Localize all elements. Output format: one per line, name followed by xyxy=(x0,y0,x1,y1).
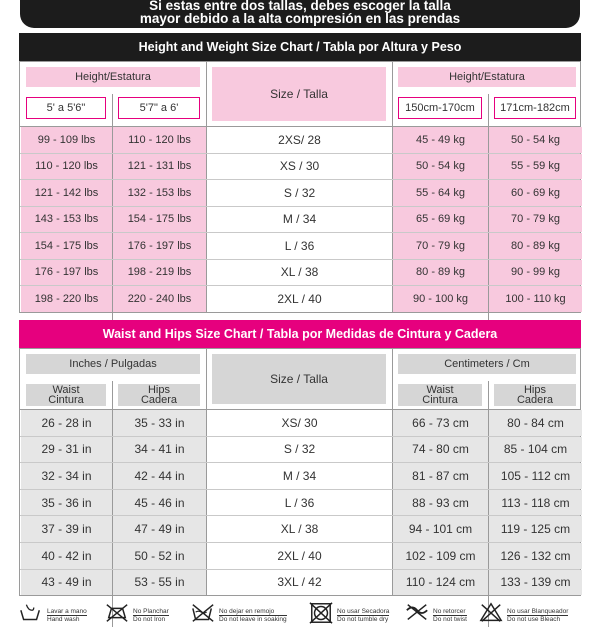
table-cell: 45 - 46 in xyxy=(113,490,206,516)
compression-notice-banner xyxy=(20,0,580,28)
table-cell: 110 - 120 lbs xyxy=(113,127,206,153)
notice-line-1: Si estas entre dos tallas, debes escoger la talla xyxy=(149,0,451,13)
care-label-es: No usar Secadora xyxy=(337,607,390,615)
table-cell: 126 - 132 cm xyxy=(489,543,582,569)
waist-hips-table xyxy=(19,348,581,596)
care-label-es: No Planchar xyxy=(133,607,169,615)
no-twist-icon xyxy=(404,601,430,630)
table-cell: 105 - 112 cm xyxy=(489,463,582,489)
table-cell: 70 - 79 kg xyxy=(393,233,488,259)
table-cell: 50 - 54 kg xyxy=(489,127,582,153)
size-cell: XS/ 30 xyxy=(207,410,392,436)
no-bleach-icon xyxy=(478,601,504,630)
table-cell: 121 - 142 lbs xyxy=(21,180,112,206)
care-label-en: Do not use Bleach xyxy=(507,615,568,623)
care-label xyxy=(219,608,287,623)
column-header-4: 171cm-182cm xyxy=(494,97,576,119)
table-cell: 47 - 49 in xyxy=(113,516,206,542)
care-item xyxy=(104,603,169,627)
column-header-en: Waist xyxy=(426,384,454,396)
table-cell: 35 - 36 in xyxy=(21,490,112,516)
column-header-3: 150cm-170cm xyxy=(398,97,482,119)
table-cell: 45 - 49 kg xyxy=(393,127,488,153)
size-cell: 2XL / 40 xyxy=(207,543,392,569)
table-cell: 42 - 44 in xyxy=(113,463,206,489)
size-cell: 2XL / 40 xyxy=(207,286,392,312)
notice-line-2: mayor debido a la alta compresión en las prendas xyxy=(139,11,461,26)
care-label-en: Do not twist xyxy=(433,615,467,623)
care-label-es: No dejar en remojo xyxy=(219,607,275,615)
table-cell: 50 - 54 kg xyxy=(393,154,488,180)
care-item xyxy=(18,603,87,627)
size-cell: 2XS/ 28 xyxy=(207,127,392,153)
no-soak-icon xyxy=(190,601,216,630)
size-cell: M / 34 xyxy=(207,463,392,489)
care-label-es: No retorcer xyxy=(433,607,466,615)
table-cell: 90 - 100 kg xyxy=(393,286,488,312)
column-header-2: 5'7" a 6' xyxy=(118,97,200,119)
table-cell: 35 - 33 in xyxy=(113,410,206,436)
size-cell: L / 36 xyxy=(207,490,392,516)
care-label-es: No usar Blanqueador xyxy=(507,607,569,615)
table-cell: 80 - 89 kg xyxy=(489,233,582,259)
column-header-es: Cintura xyxy=(422,394,458,406)
table-cell: 32 - 34 in xyxy=(21,463,112,489)
column-header-3 xyxy=(398,384,482,406)
size-cell: 3XL / 42 xyxy=(207,570,392,596)
column-header-en: Hips xyxy=(523,384,546,396)
table-cell: 154 - 175 lbs xyxy=(113,207,206,233)
column-header-en: Hips xyxy=(147,384,170,396)
table-cell: 110 - 120 lbs xyxy=(21,154,112,180)
right-group-header: Centimeters / Cm xyxy=(398,354,576,374)
table-cell: 121 - 131 lbs xyxy=(113,154,206,180)
waist-hips-title: Waist and Hips Size Chart / Tabla por Medidas de Cintura y Cadera xyxy=(19,320,581,348)
table-cell: 55 - 59 kg xyxy=(489,154,582,180)
table-cell: 37 - 39 in xyxy=(21,516,112,542)
care-item xyxy=(404,603,467,627)
no-tumble-dry-icon xyxy=(308,601,334,630)
table-cell: 198 - 220 lbs xyxy=(21,286,112,312)
care-item xyxy=(190,603,287,627)
size-header: Size / Talla xyxy=(212,354,386,404)
size-header: Size / Talla xyxy=(212,67,386,121)
table-cell: 80 - 84 cm xyxy=(489,410,582,436)
table-cell: 81 - 87 cm xyxy=(393,463,488,489)
table-cell: 90 - 99 kg xyxy=(489,260,582,286)
table-cell: 74 - 80 cm xyxy=(393,437,488,463)
table-cell: 99 - 109 lbs xyxy=(21,127,112,153)
table-cell: 176 - 197 lbs xyxy=(113,233,206,259)
table-cell: 53 - 55 in xyxy=(113,570,206,596)
column-header-es: Cadera xyxy=(516,394,554,406)
waist-hips-chart xyxy=(19,320,581,598)
height-weight-chart xyxy=(19,33,581,313)
care-label-en: Do not tumble dry xyxy=(337,615,389,623)
care-item xyxy=(478,603,568,627)
table-cell: 198 - 219 lbs xyxy=(113,260,206,286)
size-cell: S / 32 xyxy=(207,180,392,206)
column-header-es: Cintura xyxy=(48,394,84,406)
table-cell: 100 - 110 kg xyxy=(489,286,582,312)
no-iron-icon xyxy=(104,601,130,630)
table-cell: 94 - 101 cm xyxy=(393,516,488,542)
column-header-4 xyxy=(494,384,576,406)
care-label-en: Do not Iron xyxy=(133,615,169,623)
column-header-1: 5' a 5'6" xyxy=(26,97,106,119)
table-cell: 220 - 240 lbs xyxy=(113,286,206,312)
table-cell: 133 - 139 cm xyxy=(489,570,582,596)
table-cell: 85 - 104 cm xyxy=(489,437,582,463)
column-header-2 xyxy=(118,384,200,406)
care-label xyxy=(133,608,169,623)
table-cell: 34 - 41 in xyxy=(113,437,206,463)
table-cell: 50 - 52 in xyxy=(113,543,206,569)
table-cell: 88 - 93 cm xyxy=(393,490,488,516)
table-cell: 60 - 69 kg xyxy=(489,180,582,206)
right-group-header: Height/Estatura xyxy=(398,67,576,87)
column-header-en: Waist xyxy=(52,384,80,396)
column-header-1 xyxy=(26,384,106,406)
height-weight-table xyxy=(19,61,581,313)
size-cell: XS / 30 xyxy=(207,154,392,180)
table-cell: 43 - 49 in xyxy=(21,570,112,596)
table-cell: 65 - 69 kg xyxy=(393,207,488,233)
table-cell: 70 - 79 kg xyxy=(489,207,582,233)
height-weight-title: Height and Weight Size Chart / Tabla por Altura y Peso xyxy=(19,33,581,61)
size-cell: M / 34 xyxy=(207,207,392,233)
table-cell: 119 - 125 cm xyxy=(489,516,582,542)
care-label xyxy=(337,608,389,623)
table-cell: 113 - 118 cm xyxy=(489,490,582,516)
table-cell: 66 - 73 cm xyxy=(393,410,488,436)
table-cell: 110 - 124 cm xyxy=(393,570,488,596)
table-cell: 132 - 153 lbs xyxy=(113,180,206,206)
table-cell: 176 - 197 lbs xyxy=(21,260,112,286)
table-cell: 29 - 31 in xyxy=(21,437,112,463)
column-header-es: Cadera xyxy=(140,394,178,406)
care-item xyxy=(308,603,389,627)
table-cell: 102 - 109 cm xyxy=(393,543,488,569)
table-cell: 40 - 42 in xyxy=(21,543,112,569)
table-cell: 143 - 153 lbs xyxy=(21,207,112,233)
size-cell: XL / 38 xyxy=(207,516,392,542)
table-cell: 26 - 28 in xyxy=(21,410,112,436)
care-label-es: Lavar a mano xyxy=(47,607,87,615)
size-cell: L / 36 xyxy=(207,233,392,259)
table-cell: 80 - 89 kg xyxy=(393,260,488,286)
size-cell: XL / 38 xyxy=(207,260,392,286)
care-label xyxy=(433,608,467,623)
left-group-header: Height/Estatura xyxy=(26,67,200,87)
table-cell: 55 - 64 kg xyxy=(393,180,488,206)
size-cell: S / 32 xyxy=(207,437,392,463)
hand-wash-icon xyxy=(18,601,44,630)
care-label xyxy=(507,608,568,623)
left-group-header: Inches / Pulgadas xyxy=(26,354,200,374)
care-label xyxy=(47,608,87,623)
care-label-en: Do not leave in soaking xyxy=(219,615,287,623)
table-cell: 154 - 175 lbs xyxy=(21,233,112,259)
care-label-en: Hand wash xyxy=(47,615,87,623)
